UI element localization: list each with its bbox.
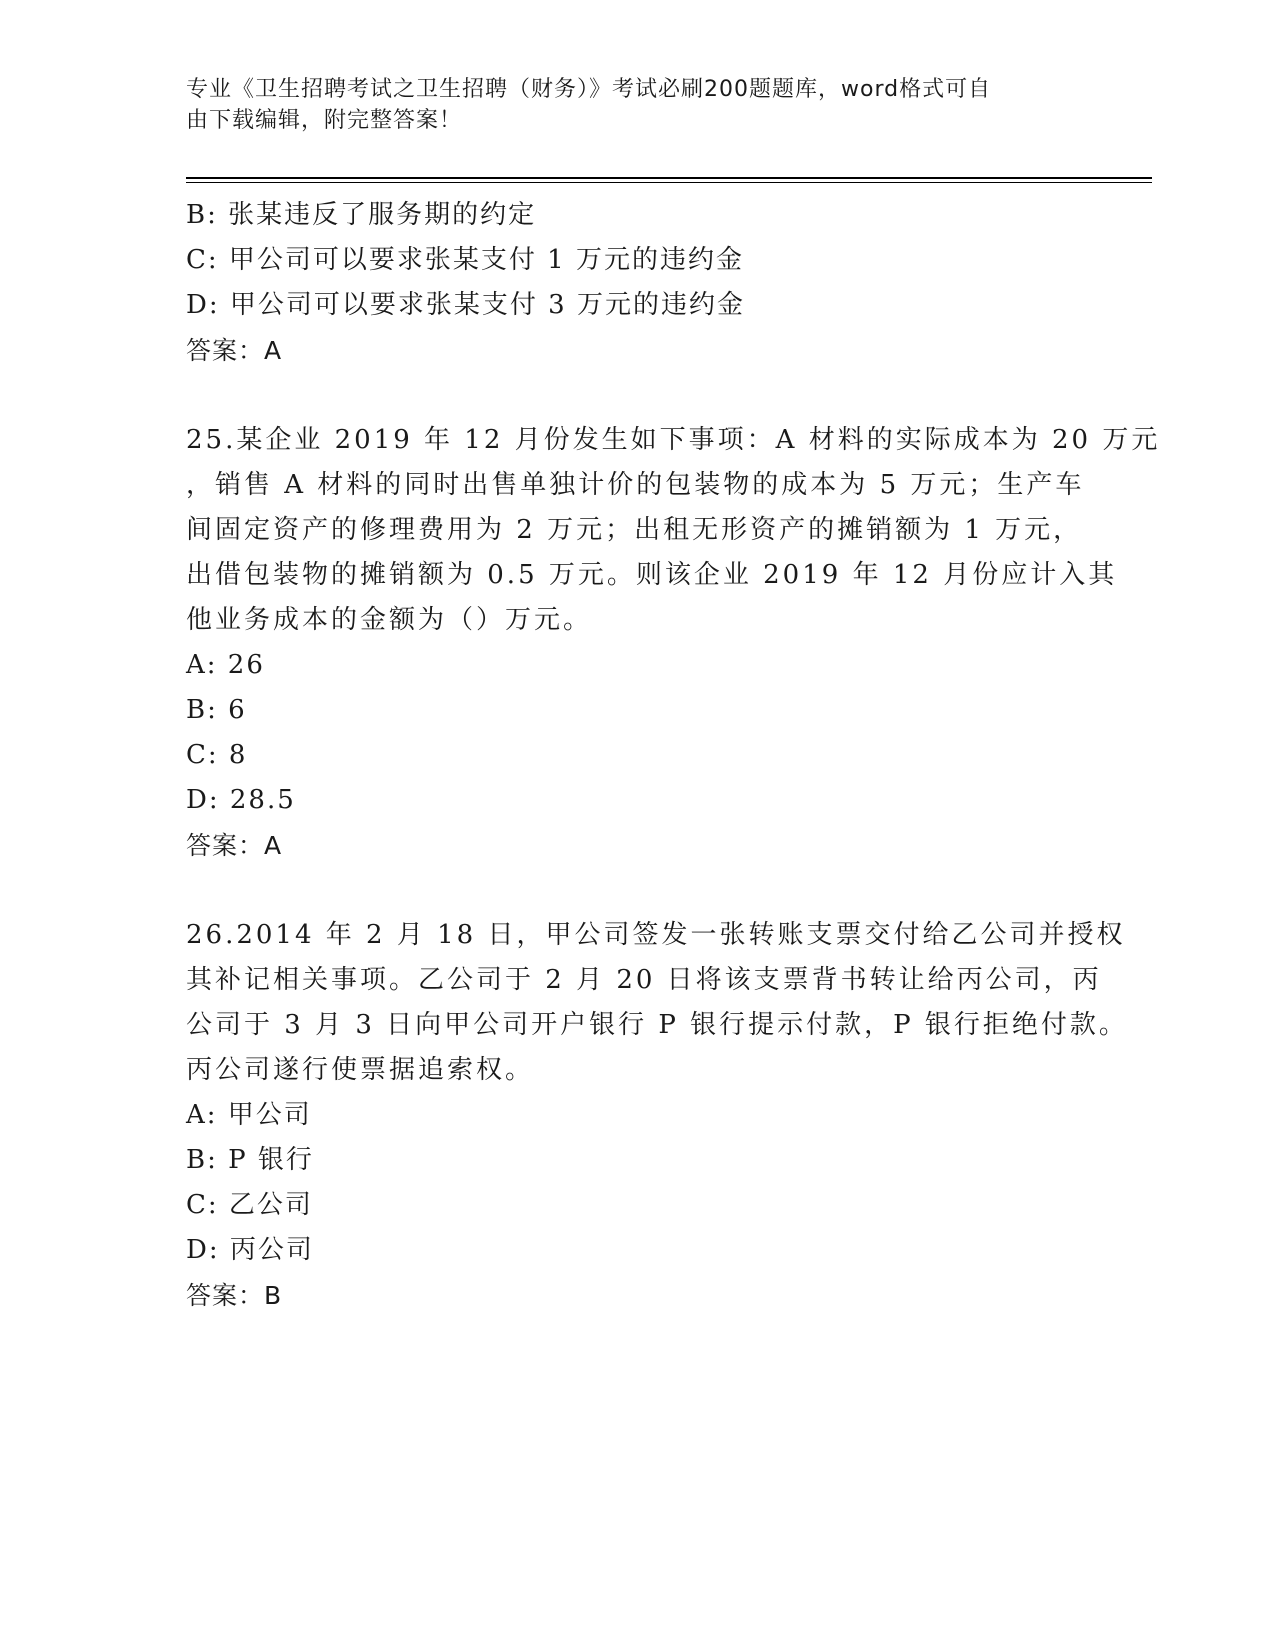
header-divider — [186, 177, 1152, 179]
option-d: D: 甲公司可以要求张某支付 3 万元的违约金 — [186, 290, 745, 320]
question-26 — [186, 913, 1128, 1318]
header-line: 专业《卫生招聘考试之卫生招聘（财务）》考试必刷200题题库，word格式可自 — [186, 77, 992, 102]
question-text-line: 其补记相关事项。乙公司于 2 月 20 日将该支票背书转让给丙公司，丙 — [186, 965, 1102, 995]
option-b: B: 张某违反了服务期的约定 — [186, 200, 537, 230]
question-content — [186, 193, 1161, 1318]
answer-label: 答案：A — [186, 831, 283, 860]
question-text-line: ，销售 A 材料的同时出售单独计价的包装物的成本为 5 万元；生产车 — [186, 470, 1085, 500]
question-text-line: 他业务成本的金额为（）万元。 — [186, 605, 593, 635]
answer-label: 答案：A — [186, 336, 283, 365]
option-b: B: P 银行 — [186, 1145, 314, 1175]
option-d: D: 28.5 — [186, 785, 296, 815]
option-a: A: 甲公司 — [186, 1100, 312, 1130]
question-text-line: 丙公司遂行使票据追索权。 — [186, 1055, 535, 1085]
document-header — [186, 74, 1066, 136]
header-divider-thin — [186, 182, 1152, 183]
question-text-line: 出借包装物的摊销额为 0.5 万元。则该企业 2019 年 12 月份应计入其 — [186, 560, 1118, 590]
question-25 — [186, 418, 1161, 868]
question-text-line: 间固定资产的修理费用为 2 万元；出租无形资产的摊销额为 1 万元， — [186, 515, 1083, 545]
option-c: C: 甲公司可以要求张某支付 1 万元的违约金 — [186, 245, 744, 275]
option-c: C: 乙公司 — [186, 1190, 313, 1220]
spacer — [186, 373, 1086, 418]
question-text-line: 26.2014 年 2 月 18 日，甲公司签发一张转账支票交付给乙公司并授权 — [186, 920, 1126, 950]
spacer — [186, 868, 1086, 913]
header-line: 由下载编辑，附完整答案！ — [186, 108, 463, 133]
option-c: C: 8 — [186, 740, 248, 770]
option-d: D: 丙公司 — [186, 1235, 314, 1265]
question-24-tail — [186, 193, 1086, 373]
answer-label: 答案：B — [186, 1281, 283, 1310]
option-a: A: 26 — [186, 650, 265, 680]
question-text-line: 公司于 3 月 3 日向甲公司开户银行 P 银行提示付款，P 银行拒绝付款。 — [186, 1010, 1128, 1040]
question-text-line: 25.某企业 2019 年 12 月份发生如下事项：A 材料的实际成本为 20 万元 — [186, 425, 1161, 455]
option-b: B: 6 — [186, 695, 247, 725]
